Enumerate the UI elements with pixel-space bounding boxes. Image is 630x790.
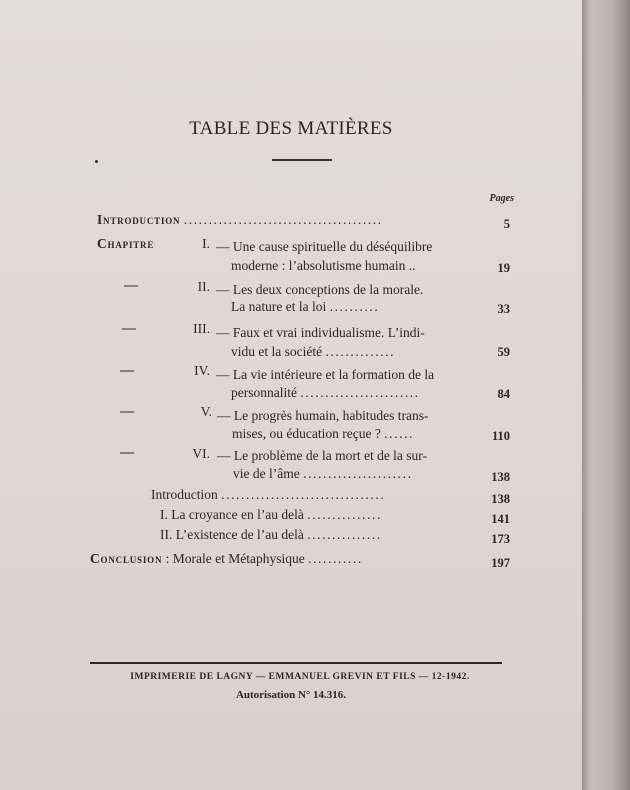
leader-dots: ......: [384, 426, 415, 441]
page-number: 141: [491, 512, 510, 526]
page-number: 5: [503, 217, 510, 231]
ink-speck: [95, 160, 98, 163]
chapter-title-line: — Le progrès humain, habitudes trans-: [217, 408, 429, 423]
leader-dots: .................................: [221, 487, 386, 502]
pages-column-label: Pages: [489, 193, 514, 204]
entry-label: Conclusion: [90, 551, 163, 566]
ditto-dash: —: [120, 363, 134, 378]
chapter-title-line: moderne : l’absolutisme humain ..: [231, 258, 416, 273]
chapter-title-line: [233, 466, 413, 482]
title-text: La nature et la loi: [231, 299, 327, 314]
entry-label: Introduction: [151, 487, 218, 502]
page-number: 19: [497, 261, 510, 275]
page-number: 173: [491, 532, 510, 546]
title-text: mises, ou éducation reçue ?: [232, 426, 381, 441]
chapter-title-line: — Le problème de la mort et de la sur-: [217, 448, 428, 463]
page-number: 110: [491, 429, 510, 443]
chapter-title-line: [231, 344, 395, 360]
chapter-prefix: Chapitre: [97, 236, 155, 251]
page-number: 138: [491, 492, 510, 506]
chapter-number: VI.: [192, 446, 210, 461]
title-text: vidu et la société: [231, 344, 323, 359]
toc-entry-conclusion: [90, 551, 363, 567]
leader-dots: ..........: [329, 299, 380, 314]
footer-rule: [90, 662, 502, 664]
toc-subentry: [160, 507, 382, 523]
page-number: 33: [497, 302, 510, 316]
leader-dots: ........................................: [183, 212, 383, 227]
leader-dots: ..............: [325, 344, 396, 359]
toc-entry-introduction: [97, 212, 383, 228]
chapter-title-line: — Faux et vrai individualisme. L’indi-: [216, 325, 425, 340]
chapter-title-line: — Les deux conceptions de la morale.: [216, 282, 424, 297]
entry-label: I. La croyance en l’au delà: [160, 507, 304, 522]
chapter-title-line: [232, 426, 414, 442]
leader-dots: ...........: [308, 551, 363, 566]
title-text: vie de l’âme: [233, 466, 300, 481]
authorisation-number: Autorisation N° 14.316.: [235, 689, 347, 701]
ditto-dash: —: [122, 321, 136, 336]
entry-label: Introduction: [97, 212, 181, 227]
chapter-number: IV.: [194, 363, 210, 378]
ditto-dash: —: [120, 445, 134, 460]
leader-dots: ...............: [307, 507, 382, 522]
leader-dots: ......................: [303, 466, 413, 481]
page-edge-shadow: [582, 0, 630, 790]
chapter-title-line: — Une cause spirituelle du déséquilibre: [216, 239, 433, 254]
chapter-number: V.: [200, 404, 212, 419]
chapter-title-line: [231, 299, 379, 315]
leader-dots: ........................: [300, 385, 420, 400]
chapter-title-line: [231, 385, 420, 401]
ditto-dash: —: [124, 278, 138, 293]
chapter-number: III.: [193, 321, 210, 336]
entry-title: : Morale et Métaphysique: [165, 551, 305, 566]
toc-subentry: [160, 527, 382, 543]
page-number: 138: [491, 470, 510, 484]
page-number: 59: [497, 345, 510, 359]
chapter-number: II.: [197, 279, 210, 294]
printer-imprint: IMPRIMERIE DE LAGNY — EMMANUEL GREVIN ET FILS — 12-1942.: [130, 672, 470, 682]
page-title: TABLE DES MATIÈRES: [189, 118, 393, 139]
chapter-title-line: — La vie intérieure et la formation de la: [216, 367, 435, 382]
title-text: personnalité: [231, 385, 297, 400]
page-number: 84: [497, 387, 510, 401]
entry-label: II. L’existence de l’au delà: [160, 527, 304, 542]
chapter-number: I.: [202, 236, 210, 251]
toc-subentry: [151, 487, 385, 503]
ditto-dash: —: [120, 404, 134, 419]
title-rule: [272, 159, 332, 161]
leader-dots: ...............: [307, 527, 382, 542]
page-number: 197: [491, 556, 510, 570]
